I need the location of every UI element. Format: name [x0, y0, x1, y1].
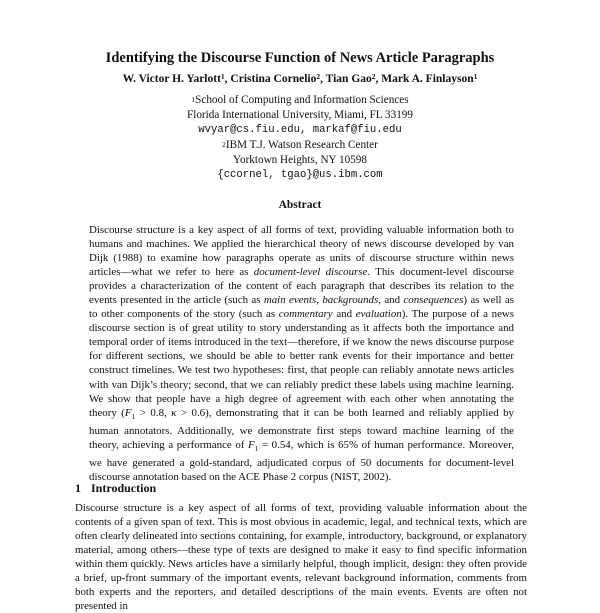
author: Tian Gao$^2$	[325, 72, 376, 85]
abstract-segment: commentary	[278, 308, 333, 321]
paper-title: Identifying the Discourse Function of News Article Paragraphs	[105, 50, 495, 66]
author: W. Victor H. Yarlott$^1$	[122, 72, 225, 85]
affiliation-fiu: $^1$School of Computing and Information Sciences Florida International University, Miami, FL 33199 wvyar@cs.fiu.edu, markaf@fiu.edu	[0, 93, 600, 138]
introduction-body: Discourse structure is a key aspect of all forms of text, providing valuable information about the contents of a given span of text. This is most obvious in academic, legal, and technical texts, which are often clearly delineated into sections containing, for example, introductory, background, or explanatory material, among others—these type of texts are designed to make it easy to find specific information within them quickly. News articles have a similarly helpful, though implicit, design: they often provide a brief, up-front summary of the important events, relevant background information, comments from both experts and the reporters, and detailed descriptions of the main events. Events are often not presented in	[75, 502, 527, 613]
abstract-segment: κ	[171, 406, 177, 419]
abstract-body	[89, 223, 514, 484]
abstract-segment: ). The purpose of a news discourse section is of great utility to story understanding as it affects both the importance and temporal order of items introduced in the text—therefore, if we know the news discourse purpose for different sections, we should be able to better rank events for their importance and better construct timelines. We test two hypotheses: first, that people can reliably annotate news articles with van Dijk’s theory; second, that we can reliably predict these labels using machine learning. We show that people have a high degree of agreement with each other when annotating the theory (	[89, 308, 515, 419]
abstract-segment: = 0.54, which is 65% of human performance. Moreover, we have generated a gold-standard, adjudicated corpus of 50 documents for document-level discourse annotation based on the ACE Phase 2 corpus (NIST, 2002).	[89, 438, 515, 484]
author-list: W. Victor H. Yarlott$^1$, Cristina Cornelio$^2$, Tian Gao$^2$, Mark A. Finlayson$^1$	[122, 72, 478, 85]
abstract-segment: ) as well as to other components of the story (such as	[89, 294, 514, 321]
abstract-segment: Discourse structure is a key aspect of all forms of text, providing valuable information both to humans and machines. We applied the hierarchical theory of news discourse developed by van Dijk (1988) to examine how paragraphs operate as units of discourse structure within news articles—what we refer to here as	[89, 224, 514, 279]
abstract-segment: ,	[316, 294, 323, 307]
section-number: 1	[75, 481, 81, 495]
abstract-segment: , and	[378, 294, 404, 307]
abstract-segment: document-level discourse	[253, 266, 368, 279]
section-heading-introduction	[75, 481, 156, 496]
abstract-segment: and	[332, 308, 356, 321]
author: Mark A. Finlayson$^1$	[381, 72, 478, 85]
abstract-segment: evaluation	[355, 308, 402, 321]
abstract-segment: main events	[263, 294, 317, 307]
abstract-segment: > 0.6), demonstrating that it can be both learned and reliably applied by human annotators. Additionally, we demonstrate first steps toward machine learning of the theory, achieving a performance of	[89, 406, 514, 451]
email-fiu: wvyar@cs.fiu.edu, markaf@fiu.edu	[198, 124, 402, 136]
abstract-segment: F	[124, 406, 132, 419]
author: Cristina Cornelio$^2$	[230, 72, 321, 85]
abstract-segment: . This document-level discourse provides a characterization of the content of each paragraph that describes its relation to the events presented in the article (such as	[89, 266, 514, 307]
abstract-segment: > 0.8,	[135, 406, 172, 419]
affiliation-ibm: $^2$IBM T.J. Watson Research Center Yorktown Heights, NY 10598 {ccornel, tgao}@us.ibm.com	[0, 138, 600, 183]
email-ibm: {ccornel, tgao}@us.ibm.com	[217, 169, 383, 181]
abstract-heading: Abstract	[278, 199, 322, 211]
section-title: Introduction	[91, 481, 157, 495]
abstract-segment: F	[247, 438, 255, 451]
abstract-segment: consequences	[403, 294, 464, 307]
abstract-segment: 1	[131, 411, 136, 421]
abstract-segment: 1	[254, 444, 259, 454]
abstract-segment: backgrounds	[322, 294, 379, 307]
